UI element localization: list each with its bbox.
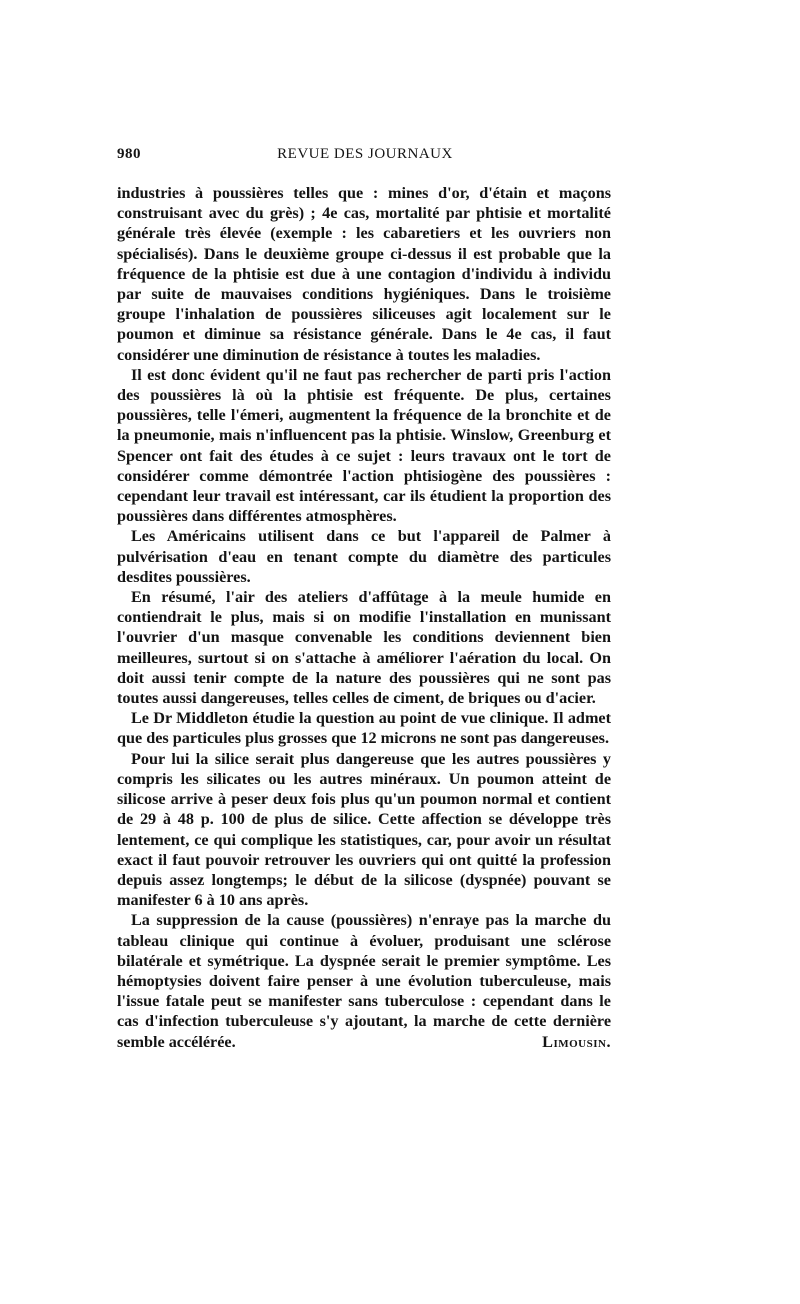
- paragraph-4: En résumé, l'air des ateliers d'affûtage à la meule humide en contiendrait le plus, mais si on modifie l'installation en munissant l'ouvrier d'un masque convenable les conditions deviennent bien meilleures, surtout si on s'attache à améliorer l'aération du local. On doit aussi tenir compte de la nature des poussières qui ne sont pas toutes aussi dangereuses, telles celles de ciment, de briques ou d'acier.: [117, 588, 611, 708]
- paragraph-7: [117, 910, 611, 1051]
- paragraph-6: Pour lui la silice serait plus dangereuse que les autres poussières y compris les silicates ou les autres minéraux. Un poumon atteint de silicose arrive à peser deux fois plus qu'un poumon normal et contient de 29 à 48 p. 100 de plus de silice. Cette affection se développe très lentement, ce qui complique les statistiques, car, pour avoir un résultat exact il faut pouvoir retrouver les ouvriers qui ont quitté la profession depuis assez longtemps; le début de la silicose (dyspnée) pouvant se manifester 6 à 10 ans après.: [117, 749, 611, 910]
- running-title: REVUE DES JOURNAUX: [277, 146, 453, 162]
- paragraph-3: Les Américains utilisent dans ce but l'appareil de Palmer à pulvérisation d'eau en tenant compte du diamètre des particules desdites poussières.: [117, 527, 611, 586]
- paragraph-2: Il est donc évident qu'il ne faut pas rechercher de parti pris l'action des poussières là où la phtisie est fréquente. De plus, certaines poussières, telle l'émeri, augmentent la fréquence de la bronchite et de la pneumonie, mais n'influencent pas la phtisie. Winslow, Greenburg et Spencer ont fait des études à ce sujet : leurs travaux ont le tort de considérer comme démontrée l'action phtisiogène des poussières : cependant leur travail est intéressant, car ils étudient la proportion des poussières dans différentes atmosphères.: [117, 365, 611, 526]
- page-number: 980: [117, 146, 141, 162]
- paragraph-7-text: La suppression de la cause (poussières) n'enraye pas la marche du tableau clinique qui continue à évoluer, produisant une sclérose bilatérale et symétrique. La dyspnée serait le premier symptôme. Les hémoptysies doivent faire penser à une évolution tuberculeuse, mais l'issue fatale peut se manifester sans tuberculose : cependant dans le cas d'infection tuberculeuse s'y ajoutant, la marche de cette dernière semble accélérée.: [117, 911, 611, 1051]
- page-header: [117, 146, 613, 168]
- article-body: [117, 183, 611, 1052]
- author-signature: Limousin.: [542, 1032, 611, 1051]
- paragraph-5: Le Dr Middleton étudie la question au point de vue clinique. Il admet que des particules plus grosses que 12 microns ne sont pas dangereuses.: [117, 709, 611, 748]
- paragraph-1: industries à poussières telles que : mines d'or, d'étain et maçons construisant avec du grès) ; 4e cas, mortalité par phtisie et mortalité générale très élevée (exemple : les cabaretiers et les ouvriers non spécialisés). Dans le deuxième groupe ci-dessus il est probable que la fréquence de la phtisie est due à une contagion d'individu à individu par suite de mauvaises conditions hygiéniques. Dans le troisième groupe l'inhalation de poussières siliceuses agit localement sur le poumon et diminue sa résistance générale. Dans le 4e cas, il faut considérer une diminution de résistance à toutes les maladies.: [117, 184, 611, 364]
